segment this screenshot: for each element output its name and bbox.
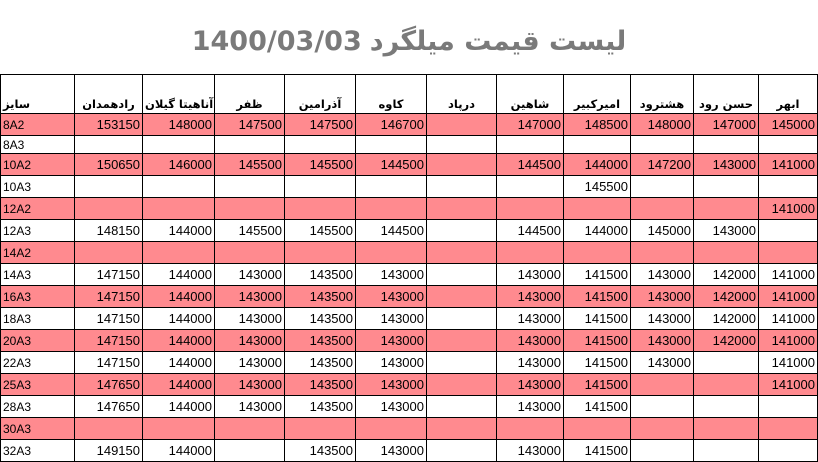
- price-cell: [631, 136, 694, 154]
- price-cell: [427, 176, 497, 198]
- price-cell: 148150: [75, 220, 143, 242]
- price-cell: 143000: [497, 264, 564, 286]
- price-cell: 143000: [215, 396, 285, 418]
- price-cell: 143000: [356, 374, 427, 396]
- price-cell: 145500: [215, 154, 285, 176]
- title-text: لیست قیمت میلگرد: [369, 26, 627, 57]
- price-cell: [631, 440, 694, 462]
- price-cell: [427, 264, 497, 286]
- price-cell: [759, 242, 818, 264]
- price-cell: 142000: [694, 286, 759, 308]
- price-cell: [75, 136, 143, 154]
- price-cell: 143000: [215, 374, 285, 396]
- price-cell: 144000: [143, 352, 215, 374]
- price-cell: 143000: [356, 264, 427, 286]
- price-cell: 148000: [143, 114, 215, 136]
- price-cell: [356, 136, 427, 154]
- price-cell: [427, 220, 497, 242]
- size-cell: 10A3: [1, 176, 75, 198]
- size-cell: 14A2: [1, 242, 75, 264]
- price-cell: [694, 374, 759, 396]
- table-row: [1, 176, 818, 198]
- price-cell: 143000: [356, 308, 427, 330]
- price-cell: [143, 176, 215, 198]
- price-cell: 143000: [215, 286, 285, 308]
- table-row: [1, 396, 818, 418]
- price-cell: [497, 418, 564, 440]
- price-cell: 147500: [215, 114, 285, 136]
- price-cell: [75, 242, 143, 264]
- price-cell: [427, 114, 497, 136]
- price-cell: 147650: [75, 396, 143, 418]
- header-row: [1, 75, 818, 114]
- price-cell: [694, 242, 759, 264]
- column-header: امیرکبیر: [564, 75, 631, 114]
- price-cell: [427, 440, 497, 462]
- price-cell: 142000: [694, 264, 759, 286]
- price-cell: 144000: [143, 308, 215, 330]
- price-cell: 144500: [497, 220, 564, 242]
- price-cell: 141000: [759, 308, 818, 330]
- price-cell: 144000: [143, 264, 215, 286]
- price-cell: 146700: [356, 114, 427, 136]
- price-cell: 141500: [564, 440, 631, 462]
- size-cell: 30A3: [1, 418, 75, 440]
- price-cell: [427, 242, 497, 264]
- price-cell: [759, 440, 818, 462]
- price-cell: 144500: [356, 154, 427, 176]
- price-cell: [427, 136, 497, 154]
- price-cell: [356, 176, 427, 198]
- price-cell: [427, 198, 497, 220]
- column-header: هشترود: [631, 75, 694, 114]
- price-cell: [694, 198, 759, 220]
- price-cell: 144000: [143, 440, 215, 462]
- price-cell: [356, 418, 427, 440]
- price-cell: [564, 242, 631, 264]
- price-cell: 147150: [75, 352, 143, 374]
- price-cell: 141500: [564, 264, 631, 286]
- price-cell: [215, 176, 285, 198]
- price-cell: 148500: [564, 114, 631, 136]
- price-cell: 147000: [694, 114, 759, 136]
- price-cell: 143000: [694, 154, 759, 176]
- price-cell: 141500: [564, 330, 631, 352]
- price-cell: 141500: [564, 308, 631, 330]
- price-cell: 143000: [356, 352, 427, 374]
- price-cell: [427, 352, 497, 374]
- table-row: [1, 308, 818, 330]
- table-row: [1, 220, 818, 242]
- price-cell: 149150: [75, 440, 143, 462]
- price-cell: 143500: [285, 264, 356, 286]
- column-header: رادهمدان: [75, 75, 143, 114]
- price-cell: 142000: [694, 330, 759, 352]
- price-cell: 143500: [285, 396, 356, 418]
- price-cell: 146000: [143, 154, 215, 176]
- price-cell: [427, 308, 497, 330]
- price-cell: [497, 198, 564, 220]
- column-header: ظفر: [215, 75, 285, 114]
- size-cell: 22A3: [1, 352, 75, 374]
- price-cell: 148000: [631, 114, 694, 136]
- price-cell: 145500: [564, 176, 631, 198]
- price-cell: [285, 418, 356, 440]
- column-header: کاوه: [356, 75, 427, 114]
- price-cell: [143, 198, 215, 220]
- column-header: آناهیتا گیلان: [143, 75, 215, 114]
- table-row: [1, 440, 818, 462]
- table-row: [1, 198, 818, 220]
- price-cell: [215, 418, 285, 440]
- title-date: 1400/03/03: [191, 26, 362, 57]
- price-cell: [631, 198, 694, 220]
- size-cell: 25A3: [1, 374, 75, 396]
- price-cell: [564, 418, 631, 440]
- price-cell: 143000: [497, 440, 564, 462]
- price-cell: [694, 136, 759, 154]
- price-cell: [427, 418, 497, 440]
- price-cell: [427, 154, 497, 176]
- price-cell: [75, 176, 143, 198]
- price-cell: [759, 136, 818, 154]
- price-cell: 143000: [497, 286, 564, 308]
- price-cell: 153150: [75, 114, 143, 136]
- size-cell: 32A3: [1, 440, 75, 462]
- size-cell: 28A3: [1, 396, 75, 418]
- price-cell: 143000: [631, 308, 694, 330]
- price-cell: 141000: [759, 352, 818, 374]
- price-cell: 144000: [143, 396, 215, 418]
- price-cell: 143000: [215, 264, 285, 286]
- price-cell: 143500: [285, 374, 356, 396]
- price-cell: [694, 418, 759, 440]
- price-table: [0, 74, 818, 462]
- price-cell: 141500: [564, 286, 631, 308]
- price-cell: [356, 198, 427, 220]
- table-row: [1, 352, 818, 374]
- price-cell: 141000: [759, 198, 818, 220]
- price-cell: 141000: [759, 264, 818, 286]
- price-cell: 143500: [285, 286, 356, 308]
- price-cell: [75, 198, 143, 220]
- price-cell: 143000: [215, 308, 285, 330]
- size-cell: 8A3: [1, 136, 75, 154]
- price-cell: 144000: [143, 330, 215, 352]
- price-cell: 143000: [631, 352, 694, 374]
- size-cell: 14A3: [1, 264, 75, 286]
- price-cell: 143500: [285, 308, 356, 330]
- price-cell: [759, 220, 818, 242]
- column-header: سایز: [1, 75, 75, 114]
- price-cell: 143500: [285, 352, 356, 374]
- price-cell: [631, 396, 694, 418]
- table-body: [1, 75, 818, 462]
- column-header: شاهین: [497, 75, 564, 114]
- price-cell: 147150: [75, 308, 143, 330]
- table-row: [1, 154, 818, 176]
- table-row: [1, 264, 818, 286]
- price-cell: 147150: [75, 330, 143, 352]
- price-cell: [215, 440, 285, 462]
- price-cell: [427, 286, 497, 308]
- price-cell: 143000: [497, 396, 564, 418]
- price-cell: [564, 136, 631, 154]
- price-cell: 147500: [285, 114, 356, 136]
- table-row: [1, 136, 818, 154]
- price-cell: 147000: [497, 114, 564, 136]
- price-cell: [694, 440, 759, 462]
- price-cell: [143, 418, 215, 440]
- size-cell: 8A2: [1, 114, 75, 136]
- price-cell: 145500: [285, 220, 356, 242]
- price-cell: [427, 330, 497, 352]
- price-cell: 144500: [497, 154, 564, 176]
- price-cell: [215, 198, 285, 220]
- price-cell: 145000: [631, 220, 694, 242]
- price-cell: [285, 176, 356, 198]
- price-cell: [564, 198, 631, 220]
- price-cell: [497, 176, 564, 198]
- size-cell: 18A3: [1, 308, 75, 330]
- price-cell: [285, 136, 356, 154]
- price-cell: 143000: [356, 396, 427, 418]
- price-cell: [285, 198, 356, 220]
- price-cell: 143000: [631, 286, 694, 308]
- price-cell: 145500: [215, 220, 285, 242]
- price-cell: 141500: [564, 396, 631, 418]
- price-cell: 147150: [75, 286, 143, 308]
- price-cell: 147650: [75, 374, 143, 396]
- size-cell: 12A2: [1, 198, 75, 220]
- price-cell: 143000: [497, 308, 564, 330]
- price-cell: 141500: [564, 352, 631, 374]
- price-cell: [694, 176, 759, 198]
- price-cell: [631, 242, 694, 264]
- table-row: [1, 374, 818, 396]
- table-row: [1, 286, 818, 308]
- column-header: حسن رود: [694, 75, 759, 114]
- price-cell: [356, 242, 427, 264]
- price-cell: 150650: [75, 154, 143, 176]
- price-cell: 142000: [694, 308, 759, 330]
- price-cell: [497, 242, 564, 264]
- price-cell: [215, 242, 285, 264]
- price-cell: 143000: [215, 330, 285, 352]
- price-cell: 141000: [759, 286, 818, 308]
- price-cell: [427, 396, 497, 418]
- price-cell: 144000: [564, 154, 631, 176]
- price-cell: 144500: [356, 220, 427, 242]
- price-cell: 144000: [143, 374, 215, 396]
- price-cell: 141000: [759, 154, 818, 176]
- size-cell: 16A3: [1, 286, 75, 308]
- price-cell: 143000: [215, 352, 285, 374]
- price-cell: 141000: [759, 330, 818, 352]
- price-cell: [759, 396, 818, 418]
- price-cell: 143000: [356, 440, 427, 462]
- price-cell: 143500: [285, 330, 356, 352]
- price-cell: 143500: [285, 440, 356, 462]
- price-cell: 147150: [75, 264, 143, 286]
- price-cell: [631, 176, 694, 198]
- size-cell: 10A2: [1, 154, 75, 176]
- price-cell: 147200: [631, 154, 694, 176]
- price-cell: [215, 136, 285, 154]
- column-header: ابهر: [759, 75, 818, 114]
- price-cell: [759, 418, 818, 440]
- price-cell: 143000: [631, 264, 694, 286]
- page-title: [0, 26, 818, 57]
- price-cell: [285, 242, 356, 264]
- price-cell: [759, 176, 818, 198]
- price-cell: 145500: [285, 154, 356, 176]
- price-cell: 144000: [143, 220, 215, 242]
- price-cell: [694, 396, 759, 418]
- table-row: [1, 330, 818, 352]
- table-row: [1, 242, 818, 264]
- price-cell: [143, 242, 215, 264]
- price-cell: 145000: [759, 114, 818, 136]
- price-cell: 143000: [356, 330, 427, 352]
- table-row: [1, 114, 818, 136]
- size-cell: 20A3: [1, 330, 75, 352]
- price-cell: [427, 374, 497, 396]
- price-cell: 143000: [497, 374, 564, 396]
- price-cell: 143000: [356, 286, 427, 308]
- column-header: درپاد: [427, 75, 497, 114]
- price-cell: [143, 136, 215, 154]
- price-cell: 143000: [631, 330, 694, 352]
- table-row: [1, 418, 818, 440]
- price-cell: 141500: [564, 374, 631, 396]
- price-cell: 143000: [694, 220, 759, 242]
- price-cell: [694, 352, 759, 374]
- price-cell: 143000: [497, 352, 564, 374]
- price-cell: 143000: [497, 330, 564, 352]
- size-cell: 12A3: [1, 220, 75, 242]
- price-cell: [75, 418, 143, 440]
- price-cell: 144000: [143, 286, 215, 308]
- price-cell: [631, 374, 694, 396]
- price-cell: [497, 136, 564, 154]
- price-cell: 144000: [564, 220, 631, 242]
- price-cell: [631, 418, 694, 440]
- column-header: آذرامین: [285, 75, 356, 114]
- price-cell: 141000: [759, 374, 818, 396]
